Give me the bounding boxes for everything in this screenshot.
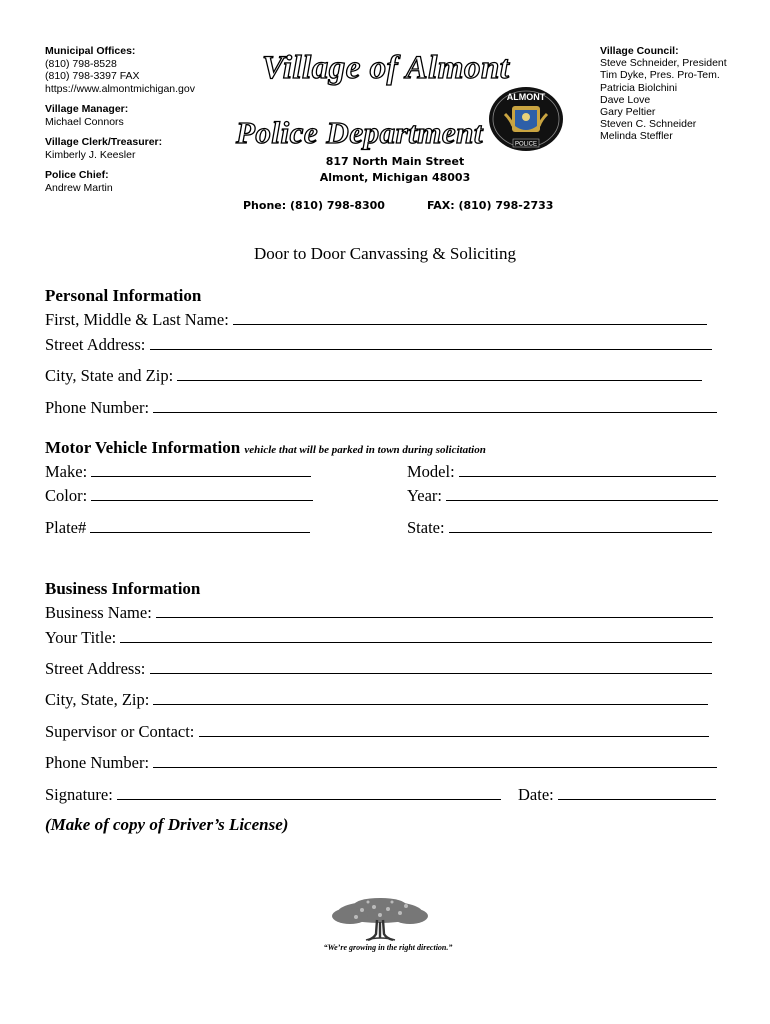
city-label: City, State and Zip: [45,366,174,385]
business-name-row [45,603,713,623]
business-section-heading: Business Information [45,579,201,598]
address-line-2: Almont, Michigan 48003 [319,171,471,184]
badge-top-text: ALMONT [506,92,546,102]
supervisor-label: Supervisor or Contact: [45,722,195,741]
supervisor-field[interactable] [199,723,709,737]
logo-village-text: Village of Almont [262,50,510,86]
year-field[interactable] [446,487,718,501]
title-label: Your Title: [45,628,117,647]
form-title: Door to Door Canvassing & Soliciting [253,244,517,263]
council-info [600,45,770,143]
state-row [407,518,712,538]
make-label: Make: [45,462,88,481]
street-field[interactable] [150,336,712,350]
plate-field[interactable] [90,519,310,533]
business-street-row [45,659,712,679]
phone-field[interactable] [153,399,717,413]
council-member: Dave Love [600,93,651,106]
badge-bottom-text: POLICE [514,141,538,148]
color-field[interactable] [91,487,313,501]
offices-fax: (810) 798-3397 FAX [45,70,140,82]
business-name-field[interactable] [156,604,713,618]
offices-phone: (810) 798-8528 [45,57,117,70]
address-line-1: 817 North Main Street [325,155,465,168]
model-label: Model: [407,462,455,481]
street-label: Street Address: [45,335,146,354]
vehicle-heading-text: Motor Vehicle Information [45,438,241,457]
title-row [45,628,712,648]
date-label: Date: [518,785,554,804]
phone-label: Phone Number: [45,398,150,417]
title-field[interactable] [120,629,712,643]
manager-name: Michael Connors [45,115,124,128]
chief-heading: Police Chief: [45,169,109,181]
name-label: First, Middle & Last Name: [45,310,229,329]
color-label: Color: [45,486,88,505]
street-row [45,335,712,355]
make-row [45,462,311,482]
signature-row [45,785,501,805]
model-row [407,462,716,482]
model-field[interactable] [459,463,716,477]
license-note: (Make of copy of Driver’s License) [45,815,289,834]
business-city-field[interactable] [153,691,708,705]
council-member: Gary Peltier [600,106,656,119]
clerk-name: Kimberly J. Keesler [45,148,136,161]
business-phone-field[interactable] [153,754,717,768]
council-member: Melinda Steffler [600,130,673,143]
council-member: Patricia Biolchini [600,81,678,94]
department-fax: FAX: (810) 798-2733 [427,199,554,212]
municipal-info [45,45,245,194]
phone-row [45,398,717,418]
signature-label: Signature: [45,785,113,804]
business-phone-label: Phone Number: [45,753,150,772]
chief-name: Andrew Martin [45,181,113,194]
supervisor-row [45,722,709,742]
city-row [45,366,702,386]
business-city-row [45,690,708,710]
council-member: Steve Schneider, President [600,57,727,70]
slogan-text: “We’re growing in the right direction.” [323,943,453,952]
plate-label: Plate# [45,518,87,537]
city-field[interactable] [177,367,702,381]
year-row [407,486,718,506]
council-member: Steven C. Schneider [600,118,697,131]
state-label: State: [407,518,445,537]
plate-row [45,518,310,538]
vehicle-note: vehicle that will be parked in town during solicitation [244,444,486,456]
council-member: Tim Dyke, Pres. Pro-Tem. [600,69,720,82]
logo-police-text: Police Department [236,115,483,150]
year-label: Year: [407,486,442,505]
name-field[interactable] [233,311,707,325]
business-street-field[interactable] [150,660,712,674]
business-street-label: Street Address: [45,659,146,678]
name-row [45,310,707,330]
date-row [518,785,716,805]
color-row [45,486,313,506]
personal-section-heading: Personal Information [45,286,202,305]
make-field[interactable] [91,463,311,477]
business-city-label: City, State, Zip: [45,690,150,709]
offices-heading: Municipal Offices: [45,45,136,57]
vehicle-section-heading [45,438,486,458]
council-heading: Village Council: [600,45,679,57]
manager-heading: Village Manager: [45,103,129,115]
department-phone: Phone: (810) 798-8300 [243,199,385,212]
offices-website[interactable]: https://www.almontmichigan.gov [45,82,195,95]
business-name-label: Business Name: [45,603,152,622]
date-field[interactable] [558,786,716,800]
police-badge-icon [487,84,565,154]
signature-field[interactable] [117,786,501,800]
clerk-heading: Village Clerk/Treasurer: [45,136,163,148]
address-block [285,154,505,186]
state-field[interactable] [449,519,712,533]
business-phone-row [45,753,717,773]
